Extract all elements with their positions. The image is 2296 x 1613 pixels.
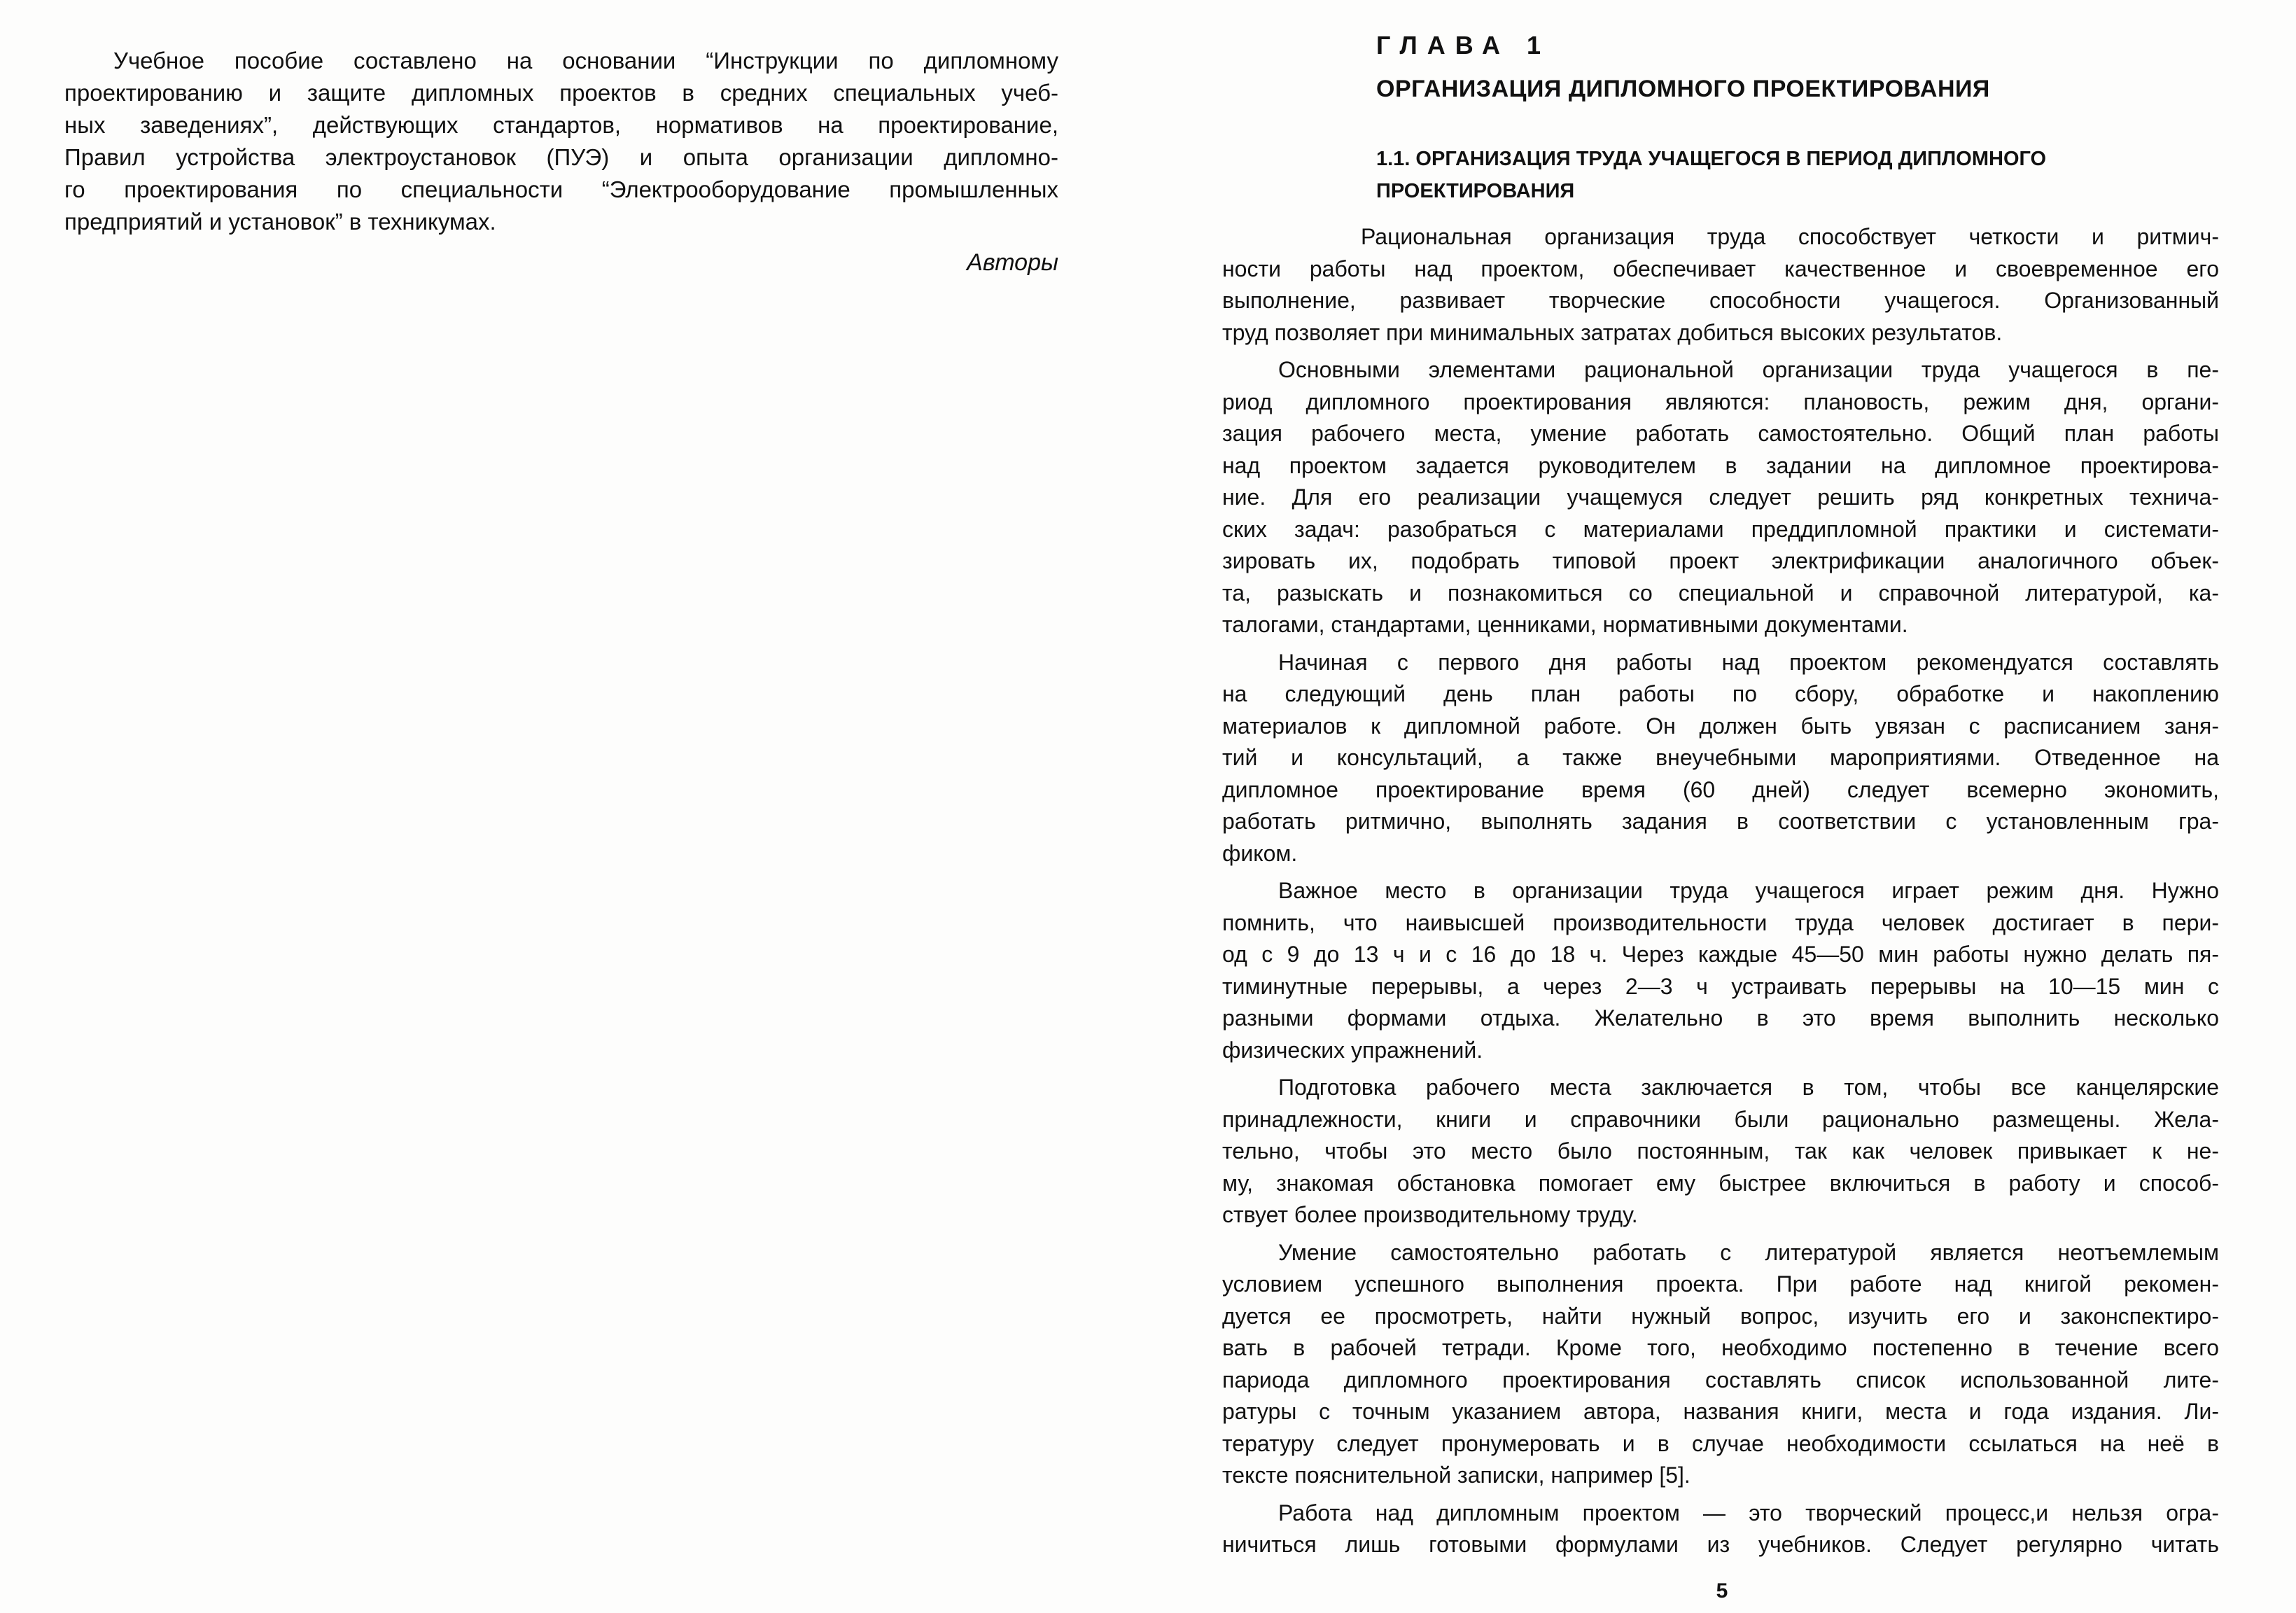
text-line: Важное место в организации труда учащегося играет режим дня. Нужно: [1278, 878, 2219, 903]
text-line: ских задач: разобраться с материалами преддипломной практики и системати-: [1222, 516, 2219, 542]
preface-line: проектированию и защите дипломных проектов в средних специальных учеб-: [64, 80, 1058, 106]
text-line: ратуры с точным указанием автора, названия книги, места и года издания. Ли-: [1222, 1399, 2219, 1424]
preface-line: ных заведениях”, действующих стандартов, нормативов на проектирование,: [64, 112, 1058, 138]
preface-text: [64, 45, 1058, 238]
text-line: работать ритмично, выполнять задания в соответствии с установленным гра-: [1222, 809, 2219, 834]
text-line: принадлежности, книги и справочники были рационально размещены. Жела-: [1222, 1106, 2219, 1132]
text-line: та, разыскать и познакомиться со специальной и справочной литературой, ка-: [1222, 580, 2219, 606]
text-line: Работа над дипломным проектом — это творческий процесс,и нельзя огра-: [1278, 1500, 2219, 1525]
text-line: ничиться лишь готовыми формулами из учебников. Следует регулярно читать: [1222, 1532, 2219, 1557]
text-line: париода дипломного проектирования составлять список использованной лите-: [1222, 1367, 2219, 1392]
text-line: Умение самостоятельно работать с литературой является неотъемлемым: [1278, 1239, 2219, 1265]
chapter-label: ГЛАВА 1: [1376, 31, 1550, 60]
text-line: выполнение, развивает творческие способности учащегося. Организованный: [1222, 288, 2219, 313]
text-line: фиком.: [1222, 840, 1298, 866]
text-line: зировать их, подобрать типовой проект электрификации аналогичного объек-: [1222, 548, 2219, 573]
preface-line: го проектирования по специальности “Электрооборудование промышленных: [64, 176, 1058, 202]
chapter-title: ОРГАНИЗАЦИЯ ДИПЛОМНОГО ПРОЕКТИРОВАНИЯ: [1376, 76, 1990, 102]
text-line: Подготовка рабочего места заключается в том, чтобы все канцелярские: [1278, 1075, 2219, 1100]
paragraph: [1222, 221, 2219, 349]
authors-signature: Авторы: [967, 249, 1058, 276]
text-line: на следующий день план работы по сбору, обработке и накоплению: [1222, 681, 2219, 706]
text-line: тексте пояснительной записки, например [5].: [1222, 1462, 1690, 1488]
paragraph: [1222, 1072, 2219, 1231]
paragraph: [1222, 1497, 2219, 1561]
text-line: тиминутные перерывы, а через 2—3 ч устраивать перерывы на 10—15 мин с: [1222, 973, 2219, 999]
text-line: ние. Для его реализации учащемуся следует решить ряд конкретных технича-: [1222, 484, 2219, 510]
text-line: тературу следует пронумеровать и в случае необходимости ссылаться на неё в: [1222, 1430, 2219, 1456]
paragraph: [1222, 875, 2219, 1066]
preface-line: Учебное пособие составлено на основании “Инструкции по дипломному: [113, 48, 1058, 74]
text-line: разными формами отдыха. Желательно в это время выполнить несколько: [1222, 1005, 2219, 1031]
text-line: труд позволяет при минимальных затратах добиться высоких результатов.: [1222, 319, 2003, 345]
text-line: ности работы над проектом, обеспечивает качественное и своевременное его: [1222, 256, 2219, 281]
text-line: над проектом задается руководителем в задании на дипломное проектирова-: [1222, 452, 2219, 478]
text-line: талогами, стандартами, ценниками, нормативными документами.: [1222, 612, 1908, 637]
paragraph: [1222, 1237, 2219, 1492]
text-line: помнить, что наивысшей производительности труда человек достигает в пери-: [1222, 909, 2219, 935]
text-line: условием успешного выполнения проекта. При работе над книгой рекомен-: [1222, 1271, 2219, 1297]
text-line: дуется ее просмотреть, найти нужный вопрос, изучить его и законспектиро-: [1222, 1303, 2219, 1329]
preface-line: Правил устройства электроустановок (ПУЭ) и опыта организации дипломно-: [64, 144, 1058, 170]
left-page: [0, 0, 1120, 1613]
text-line: риод дипломного проектирования являются: плановость, режим дня, органи-: [1222, 389, 2219, 414]
text-line: Основными элементами рациональной организации труда учащегося в пе-: [1278, 357, 2219, 382]
text-line: тельно, чтобы это место было постоянным, так как человек привыкает к не-: [1222, 1138, 2219, 1164]
text-line: зация рабочего места, умение работать самостоятельно. Общий план работы: [1222, 421, 2219, 446]
text-line: му, знакомая обстановка помогает ему быстрее включиться в работу и способ-: [1222, 1170, 2219, 1196]
text-line: физических упражнений.: [1222, 1037, 1483, 1063]
body-text: [1222, 221, 2219, 1567]
text-line: вать в рабочей тетради. Кроме того, необходимо постепенно в течение всего: [1222, 1335, 2219, 1360]
page-number: 5: [1716, 1579, 1728, 1602]
text-line: Рациональная организация труда способствует четкости и ритмич-: [1361, 224, 2219, 249]
section-title: 1.1. ОРГАНИЗАЦИЯ ТРУДА УЧАЩЕГОСЯ В ПЕРИОД ДИПЛОМНОГО ПРОЕКТИРОВАНИЯ: [1376, 148, 2047, 202]
text-line: ствует более производительному труду.: [1222, 1202, 1638, 1227]
text-line: од с 9 до 13 ч и с 16 до 18 ч. Через каждые 45—50 мин работы нужно делать пя-: [1222, 942, 2219, 967]
preface-line: предприятий и установок” в техникумах.: [64, 209, 496, 235]
text-line: Начиная с первого дня работы над проектом рекомендуатся составлять: [1278, 649, 2219, 675]
paragraph: [1222, 647, 2219, 870]
text-line: тий и консультаций, а также внеучебными мароприятиями. Отведенное на: [1222, 745, 2219, 770]
text-line: материалов к дипломной работе. Он должен быть увязан с расписанием заня-: [1222, 713, 2219, 739]
text-line: дипломное проектирование время (60 дней) следует всемерно экономить,: [1222, 776, 2219, 802]
paragraph: [1222, 354, 2219, 641]
